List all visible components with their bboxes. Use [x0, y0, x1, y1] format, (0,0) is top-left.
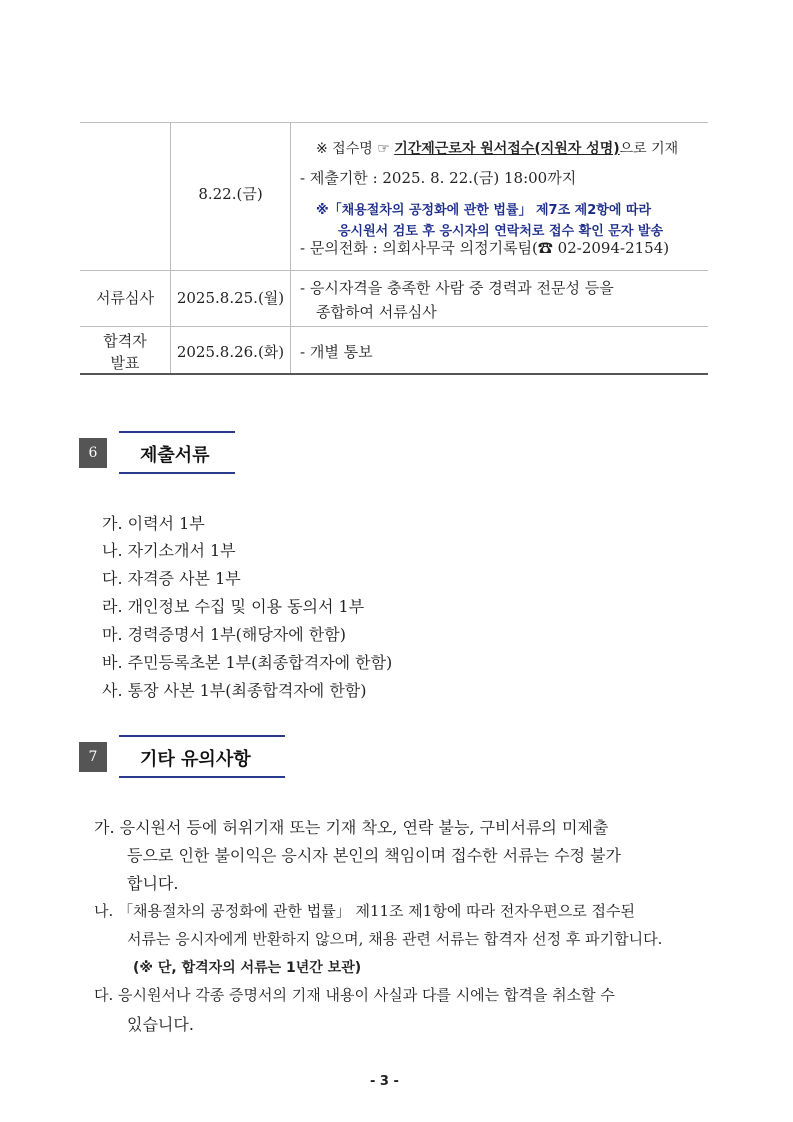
table-row-label: 서류심사 [96, 289, 154, 307]
table-column-divider [290, 122, 291, 373]
list-item: 다. 자격증 사본 1부 [102, 569, 241, 588]
note-item-ga-line1: 가. 응시원서 등에 허위기재 또는 기재 착오, 연락 불능, 구비서류의 미제출 [94, 818, 609, 837]
notice-bold-text: 기간제근로자 원서접수(지원자 성명) [394, 141, 620, 157]
section-number-badge: 6 [79, 438, 107, 468]
table-bottom-border [80, 373, 708, 375]
section-title-rule-top [119, 735, 285, 737]
list-item: 나. 자기소개서 1부 [102, 541, 236, 560]
note-item-da-line2: 있습니다. [127, 1015, 194, 1034]
document-review-line1: - 응시자격을 충족한 사람 중 경력과 전문성 등을 [300, 279, 614, 297]
note-item-da-line1: 다. 응시원서나 각종 증명서의 기재 내용이 사실과 다를 시에는 합격을 취소할 수 [94, 986, 615, 1004]
list-item: 바. 주민등록초본 1부(최종합격자에 한함) [102, 653, 393, 672]
note-item-na-line2: 서류는 응시자에게 반환하지 않으며, 채용 관련 서류는 합격자 선정 후 파기합니다. [127, 930, 663, 948]
table-row-date: 2025.8.25.(월) [176, 289, 285, 307]
document-review-line2: 종합하여 서류심사 [316, 303, 437, 321]
note-item-na-line3: (※ 단, 합격자의 서류는 1년간 보관) [133, 960, 362, 976]
notice-prefix: ※ 접수명 ☞ [316, 141, 395, 157]
section-title-rule-top [119, 431, 235, 433]
section-title: 제출서류 [140, 445, 210, 466]
list-item: 가. 이력서 1부 [102, 514, 205, 533]
table-row-label: 발표 [110, 354, 140, 372]
table-row-date: 2025.8.26.(화) [176, 343, 285, 361]
note-item-na-line1: 나. 「채용절차의 공정화에 관한 법률」 제11조 제1항에 따라 전자우편으로 접수된 [94, 902, 636, 920]
section-number-badge: 7 [79, 742, 107, 772]
announcement-method: - 개별 통보 [300, 343, 373, 361]
submission-title-notice [316, 138, 678, 158]
notice-suffix: 으로 기재 [619, 141, 679, 157]
section-title: 기타 유의사항 [140, 749, 251, 770]
law-notice-line1: ※「채용절차의 공정화에 관한 법률」 제7조 제2항에 따라 [316, 203, 652, 218]
list-item: 마. 경력증명서 1부(해당자에 한함) [102, 625, 346, 644]
section-title-rule-bottom [119, 776, 285, 778]
section-title-rule-bottom [119, 472, 235, 474]
list-item: 라. 개인정보 수집 및 이용 동의서 1부 [102, 597, 365, 616]
note-item-ga-line2: 등으로 인한 불이익은 응시자 본인의 책임이며 접수한 서류는 수정 불가 [127, 846, 621, 865]
law-notice-line2: 응시원서 검토 후 응시자의 연락처로 접수 확인 문자 발송 [338, 224, 664, 239]
submission-deadline: - 제출기한 : 2025. 8. 22.(금) 18:00까지 [300, 169, 577, 187]
table-row-date: 8.22.(금) [198, 185, 263, 203]
table-top-border [80, 122, 708, 123]
inquiry-phone: - 문의전화 : 의회사무국 의정기록팀(☎ 02-2094-2154) [300, 239, 670, 257]
table-row-divider [80, 326, 708, 327]
list-item: 사. 통장 사본 1부(최종합격자에 한함) [102, 681, 367, 700]
table-row-label: 합격자 [103, 332, 147, 350]
page-number: - 3 - [370, 1074, 399, 1089]
table-row-divider [80, 270, 708, 271]
table-column-divider [170, 122, 171, 373]
note-item-ga-line3: 합니다. [127, 874, 179, 893]
